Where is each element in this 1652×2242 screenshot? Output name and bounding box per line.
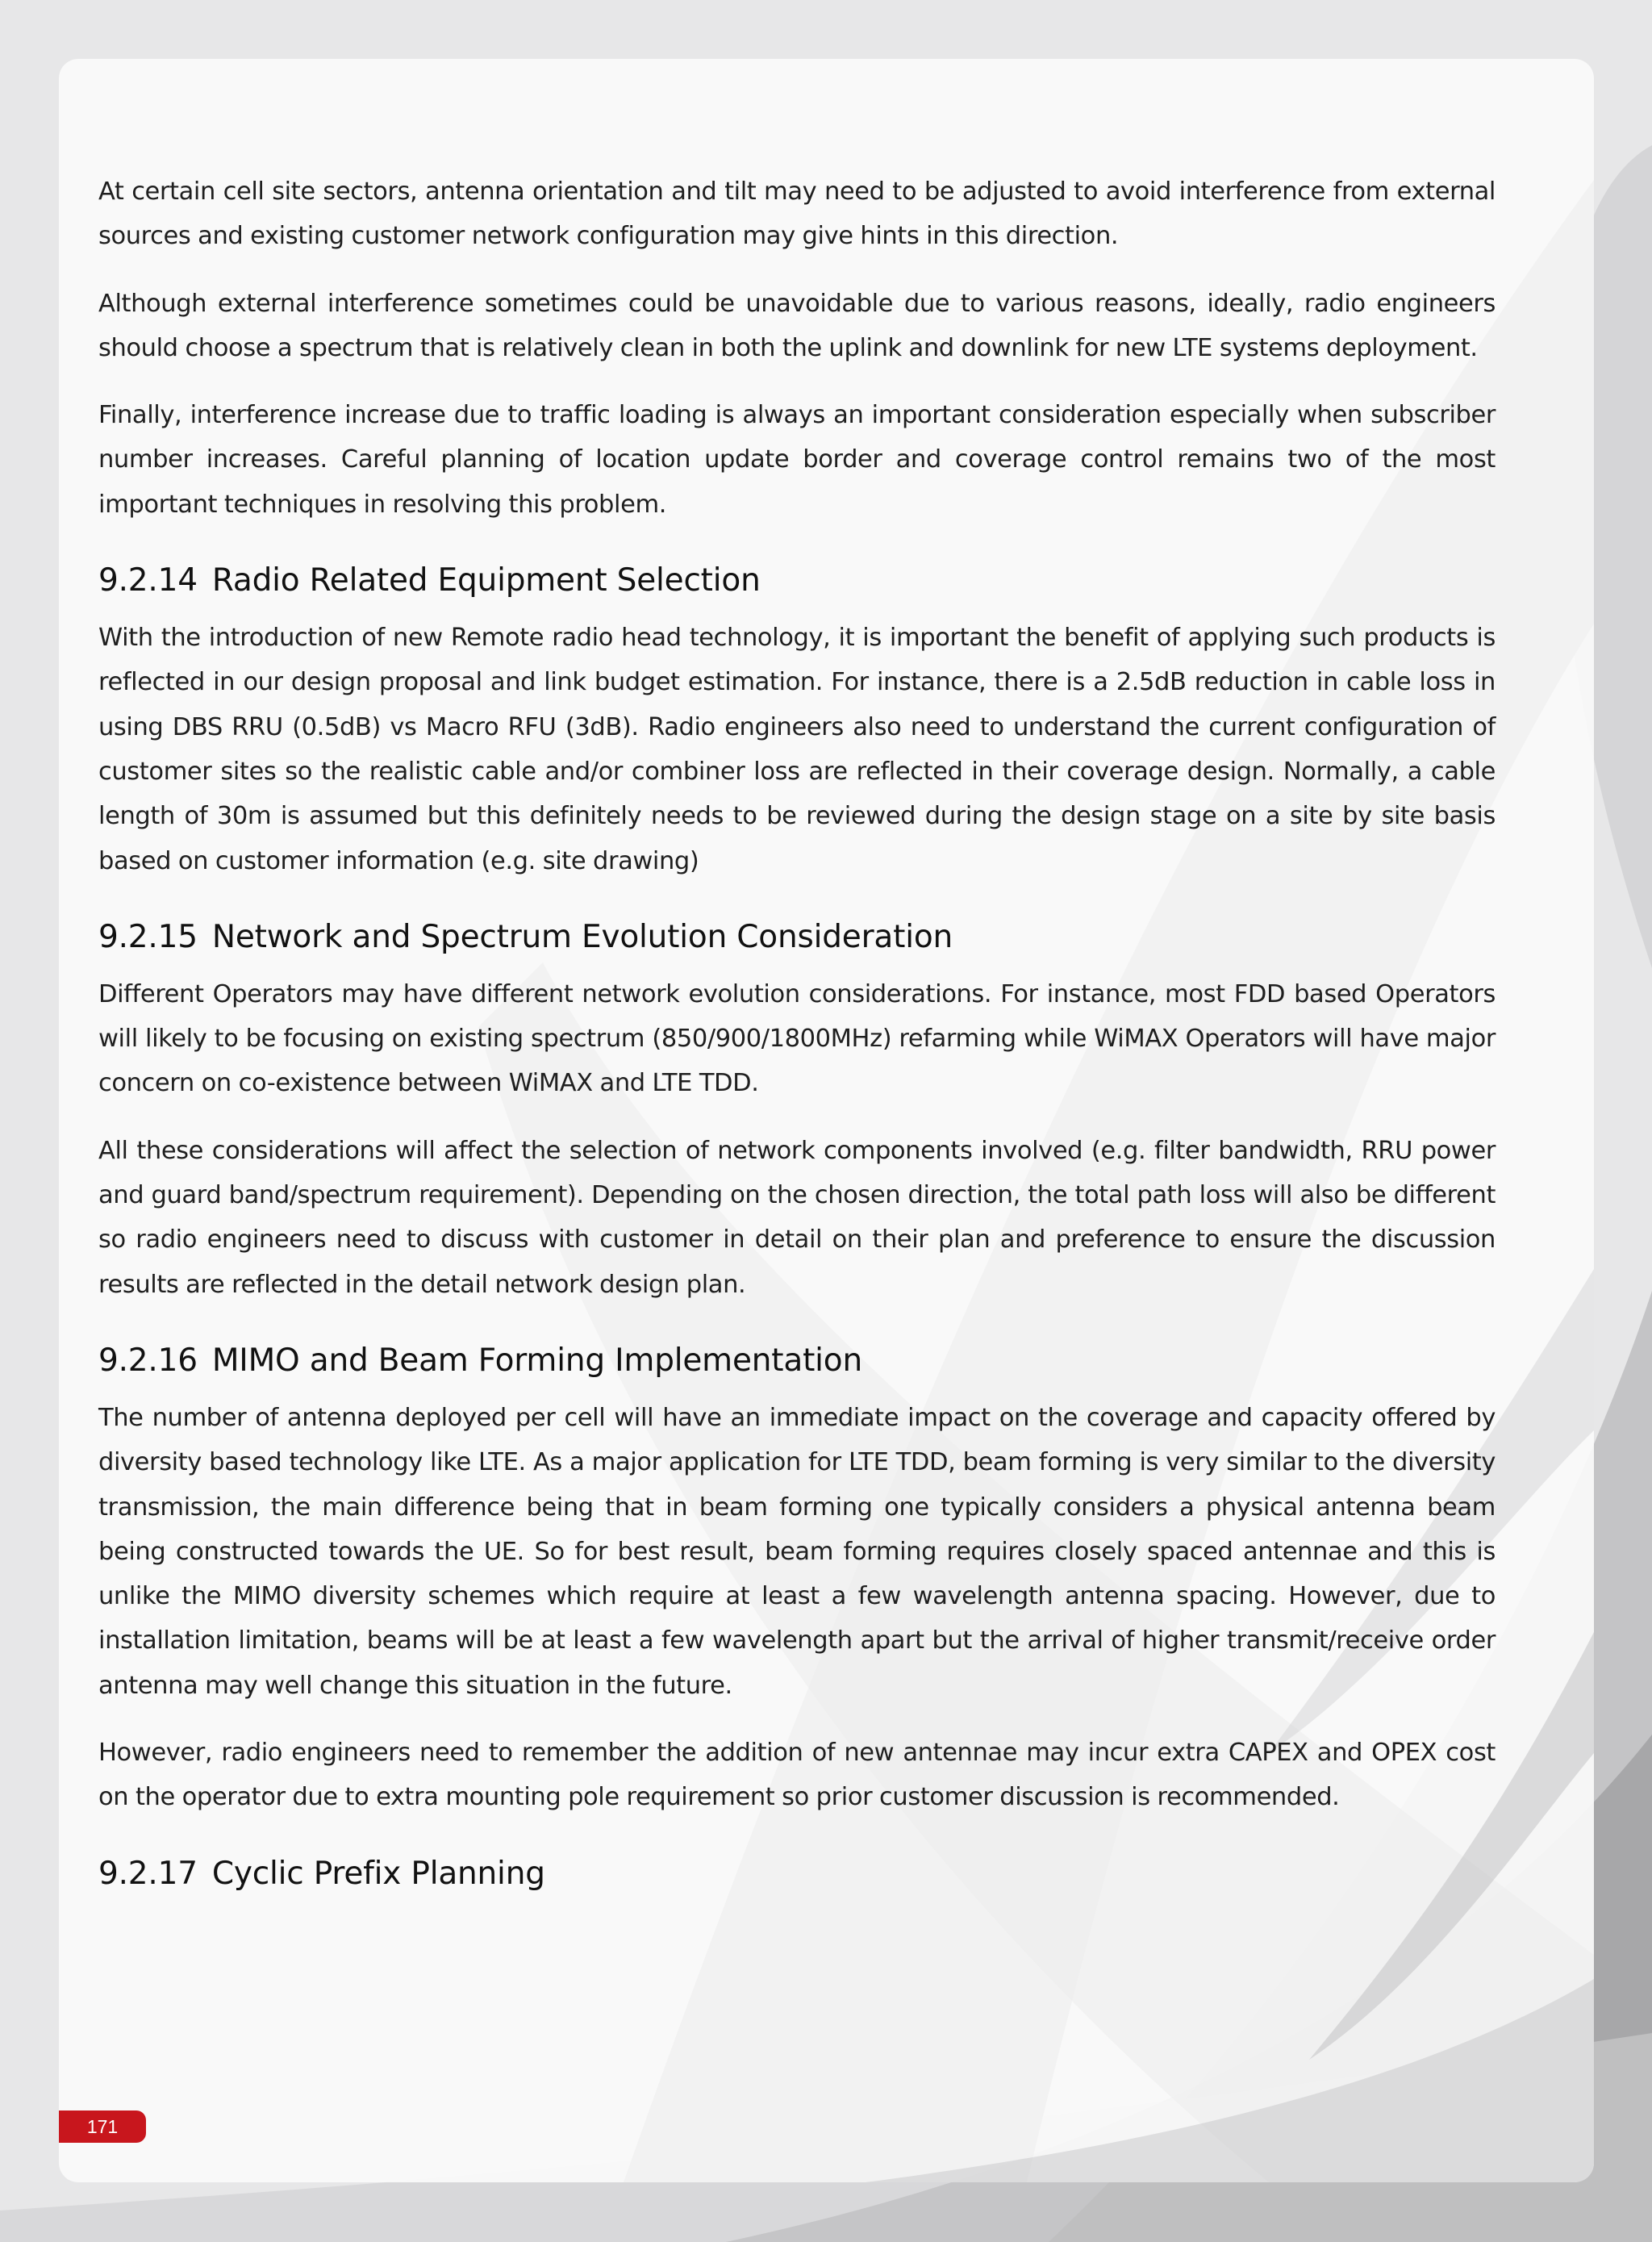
- paragraph: Finally, interference increase due to traffic loading is always an important consideration especially when subscriber number increases. Careful planning of location update border and coverage control remains two of the most important techniques in resolving this problem.: [98, 401, 1496, 519]
- paragraph: All these considerations will affect the selection of network components involved (e.g. filter bandwidth, RRU power and guard band/spectrum requirement). Depending on the chosen direction, the total path loss will also be different so radio engineers need to discuss with customer in detail on their plan and preference to ensure the discussion results are reflected in the detail network design plan.: [98, 1136, 1496, 1299]
- paragraph: With the introduction of new Remote radio head technology, it is important the benefit of applying such products is reflected in our design proposal and link budget estimation. For instance, there is a 2.5dB reduction in cable loss in using DBS RRU (0.5dB) vs Macro RFU (3dB). Radio engineers also need to understand the current configuration of customer sites so the realistic cable and/or combiner loss are reflected in their coverage design. Normally, a cable length of 30m is assumed but this definitely needs to be reviewed during the design stage on a site by site basis based on customer information (e.g. site drawing): [98, 624, 1496, 875]
- page-number: 171: [59, 2110, 146, 2143]
- section-heading: [98, 561, 1496, 601]
- paragraph: Although external interference sometimes could be unavoidable due to various reasons, ideally, radio engineers should choose a spectrum that is relatively clean in both the uplink and downlink for new LTE systems deployment.: [98, 289, 1496, 362]
- document-body: [98, 169, 1496, 1909]
- section-number: 9.2.17: [98, 1855, 198, 1892]
- section-title: Cyclic Prefix Planning: [211, 1855, 545, 1892]
- section-heading: [98, 1341, 1496, 1381]
- section-number: 9.2.15: [98, 918, 198, 955]
- section-title: Network and Spectrum Evolution Consideration: [211, 918, 953, 955]
- section-number: 9.2.14: [98, 562, 198, 599]
- paragraph: Different Operators may have different network evolution considerations. For instance, most FDD based Operators will likely to be focusing on existing spectrum (850/900/1800MHz) refarming while WiMAX Operators will have major concern on co-existence between WiMAX and LTE TDD.: [98, 979, 1496, 1098]
- section-heading: [98, 1854, 1496, 1894]
- paragraph: However, radio engineers need to remember the addition of new antennae may incur extra CAPEX and OPEX cost on the operator due to extra mounting pole requirement so prior customer discussion is recommended.: [98, 1739, 1496, 1812]
- section-number: 9.2.16: [98, 1342, 198, 1379]
- paragraph: At certain cell site sectors, antenna orientation and tilt may need to be adjusted to avoid interference from external sources and existing customer network configuration may give hints in this direction.: [98, 177, 1496, 251]
- section-title: MIMO and Beam Forming Implementation: [211, 1342, 862, 1379]
- section-heading: [98, 917, 1496, 958]
- section-title: Radio Related Equipment Selection: [211, 562, 761, 599]
- paragraph: The number of antenna deployed per cell will have an immediate impact on the coverage and capacity offered by diversity based technology like LTE. As a major application for LTE TDD, beam forming is very similar to the diversity transmission, the main difference being that in beam forming one typically considers a physical antenna beam being constructed towards the UE. So for best result, beam forming requires closely spaced antennae and this is unlike the MIMO diversity schemes which require at least a few wavelength antenna spacing. However, due to installation limitation, beams will be at least a few wavelength apart but the arrival of higher transmit/receive order antenna may well change this situation in the future.: [98, 1403, 1496, 1700]
